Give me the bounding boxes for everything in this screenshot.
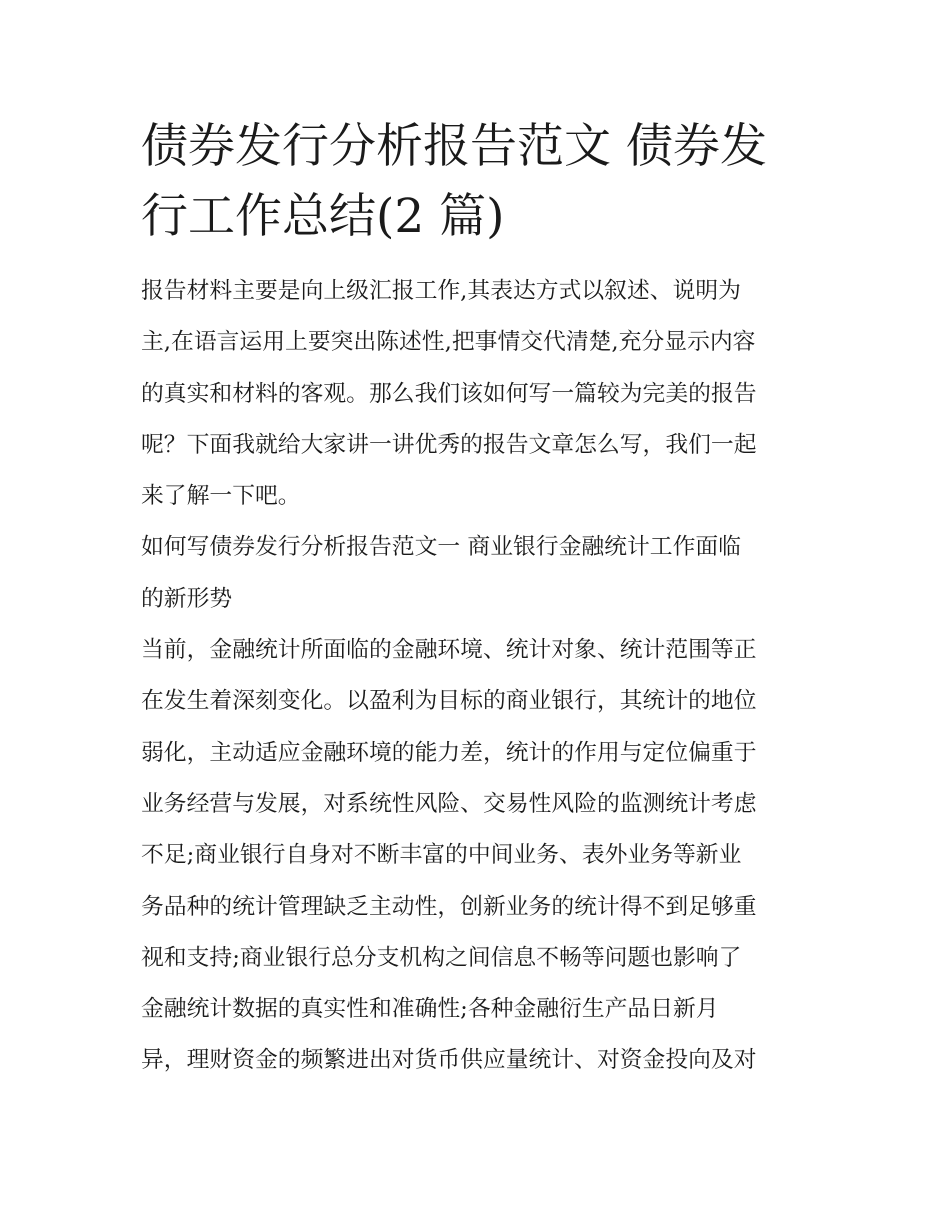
title-line-2: 行工作总结(2 篇) <box>141 189 505 244</box>
body-line-2: 主,在语言运用上要突出陈述性,把事情交代清楚,充分显示内容 <box>141 329 756 356</box>
body-line-13: 务品种的统计管理缺乏主动性，创新业务的统计得不到足够重 <box>141 893 757 920</box>
body-line-3: 的真实和材料的客观。那么我们该如何写一篇较为完美的报告 <box>141 380 757 407</box>
body-line-9: 在发生着深刻变化。以盈利为目标的商业银行，其统计的地位 <box>141 688 757 715</box>
body-line-12: 不足;商业银行自身对不断丰富的中间业务、表外业务等新业 <box>141 842 742 869</box>
title-line-1: 债券发行分析报告范文 债券发 <box>141 119 767 174</box>
body-line-15: 金融统计数据的真实性和准确性;各种金融衍生产品日新月 <box>141 996 719 1023</box>
body-line-11: 业务经营与发展，对系统性风险、交易性风险的监测统计考虑 <box>141 790 757 817</box>
body-line-10: 弱化，主动适应金融环境的能力差，统计的作用与定位偏重于 <box>141 739 757 766</box>
document-content <box>141 112 813 1087</box>
document-body <box>141 266 813 1087</box>
section-heading-line-1: 如何写债券发行分析报告范文一 商业银行金融统计工作面临 <box>141 534 741 561</box>
body-line-14: 视和支持;商业银行总分支机构之间信息不畅等问题也影响了 <box>141 944 742 971</box>
body-line-16: 异，理财资金的频繁进出对货币供应量统计、对资金投向及对 <box>141 1047 757 1074</box>
body-line-1: 报告材料主要是向上级汇报工作,其表达方式以叙述、说明为 <box>141 278 741 304</box>
body-line-5: 来了解一下吧。 <box>141 483 301 510</box>
section-heading-line-2: 的新形势 <box>141 585 233 612</box>
body-line-4: 呢？下面我就给大家讲一讲优秀的报告文章怎么写，我们一起 <box>141 431 757 458</box>
document-title <box>141 112 813 252</box>
body-line-8: 当前，金融统计所面临的金融环境、统计对象、统计范围等正 <box>141 637 757 664</box>
